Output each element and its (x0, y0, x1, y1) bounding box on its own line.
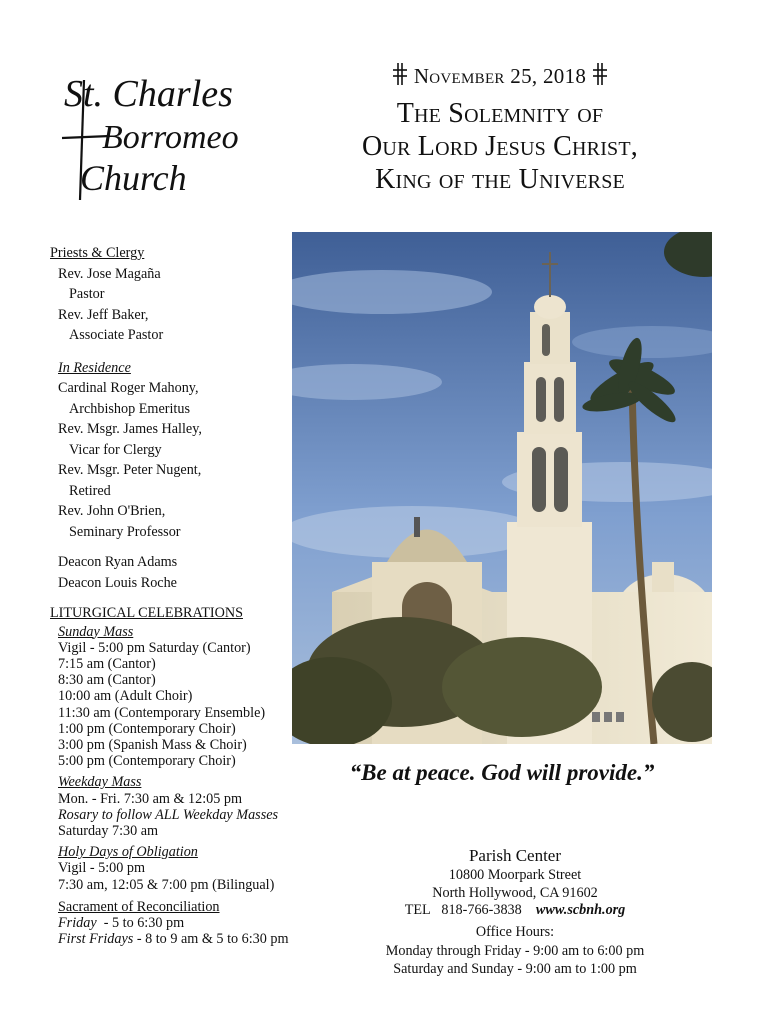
quote: “Be at peace. God will provide.” (349, 760, 655, 785)
reconciliation-time: - 8 to 9 am & 5 to 6:30 pm (133, 931, 289, 948)
bulletin-date: November 25, 2018 (413, 64, 587, 88)
parish-contact (320, 902, 710, 920)
clergy-role: Vicar for Clergy (69, 441, 162, 458)
mass-time: 11:30 am (Contemporary Ensemble) (58, 704, 266, 721)
mass-time: 8:30 am (Cantor) (58, 672, 156, 689)
clergy-role: Associate Pastor (69, 327, 164, 343)
mass-time: 7:15 am (Cantor) (58, 655, 156, 672)
mass-time: 5:00 pm (Contemporary Choir) (58, 753, 236, 770)
feast-title-line: Our Lord Jesus Christ, (362, 131, 638, 162)
weekday-heading: Weekday Mass (58, 774, 142, 791)
office-hours-line: Monday through Friday - 9:00 am to 6:00 pm (385, 943, 645, 959)
reconciliation-day: First Fridays (58, 931, 134, 948)
bulletin-header (300, 62, 700, 196)
clergy-name: Rev. Jeff Baker, (58, 306, 149, 323)
parish-city: North Hollywood, CA 91602 (432, 884, 598, 901)
feast-title-line: The Solemnity of (396, 98, 604, 129)
deacon-name: Deacon Louis Roche (58, 574, 177, 591)
deacon-name: Deacon Ryan Adams (58, 554, 178, 570)
liturgy-heading: LITURGICAL CELEBRATIONS (50, 605, 243, 621)
patriarchal-cross-icon (592, 62, 608, 91)
clergy-name: Cardinal Roger Mahony, (58, 380, 199, 396)
clergy-role: Archbishop Emeritus (69, 400, 190, 417)
rosary-note: Rosary to follow ALL Weekday Masses (58, 806, 279, 823)
sunday-heading: Sunday Mass (58, 623, 134, 640)
mass-time: 10:00 am (Adult Choir) (58, 688, 193, 705)
clergy-heading: Priests & Clergy (50, 245, 145, 261)
tel-label: TEL (404, 902, 431, 918)
clergy-name: Rev. Msgr. James Halley, (58, 421, 202, 437)
saturday-time: Saturday 7:30 am (58, 822, 159, 839)
office-hours-label: Office Hours: (475, 923, 555, 940)
feast-title-line: King of the Universe (375, 164, 625, 195)
holy-day-time: Vigil - 5:00 pm (58, 860, 146, 877)
parish-center (320, 845, 710, 978)
residence-heading: In Residence (58, 359, 131, 376)
clergy-name: Rev. Jose Magaña (58, 265, 161, 282)
clergy-name: Rev. John O'Brien, (58, 503, 166, 519)
reconciliation-friday (50, 915, 300, 931)
feast-title (300, 97, 700, 196)
weekday-times: Mon. - Fri. 7:30 am & 12:05 pm (58, 790, 243, 807)
reconciliation-first-fridays (50, 931, 300, 947)
mass-time: 1:00 pm (Contemporary Choir) (58, 720, 236, 737)
clergy-role: Pastor (69, 286, 105, 302)
holy-days-heading: Holy Days of Obligation (58, 844, 198, 861)
logo-cross-icon (58, 62, 238, 204)
parish-phone: 818-766-3838 (441, 902, 522, 918)
office-hours-line: Saturday and Sunday - 9:00 am to 1:00 pm (393, 960, 637, 977)
parish-center-title: Parish Center (468, 846, 562, 865)
clergy-role: Seminary Professor (69, 523, 181, 540)
logo-line-1: St. Charles (64, 73, 233, 115)
reconciliation-day: Friday (58, 914, 97, 931)
logo-line-3: Church (80, 158, 187, 198)
clergy-name: Rev. Msgr. Peter Nugent, (58, 462, 202, 478)
reconciliation-time: - 5 to 6:30 pm (96, 914, 185, 931)
patriarchal-cross-icon (392, 62, 408, 91)
mass-time: Vigil - 5:00 pm Saturday (Cantor) (58, 639, 251, 656)
left-column (50, 243, 300, 947)
reconciliation-heading: Sacrament of Reconciliation (58, 898, 220, 915)
parish-website-link[interactable]: www.scbnh.org (535, 902, 626, 918)
logo-line-2: Borromeo (102, 119, 238, 156)
holy-day-time: 7:30 am, 12:05 & 7:00 pm (Bilingual) (58, 876, 275, 893)
date-line (300, 62, 700, 91)
church-logo (58, 62, 238, 204)
mass-time: 3:00 pm (Spanish Mass & Choir) (58, 736, 247, 753)
church-photo (292, 232, 712, 744)
clergy-role: Retired (69, 482, 111, 499)
parish-street: 10800 Moorpark Street (448, 867, 582, 883)
